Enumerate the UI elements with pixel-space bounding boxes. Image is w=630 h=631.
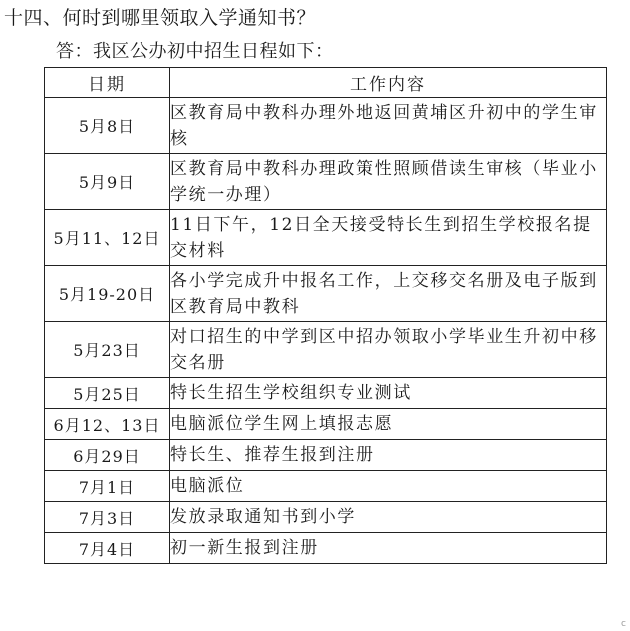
table-row xyxy=(45,210,607,266)
row-date: 5月11、12日 xyxy=(45,210,170,266)
header-content: 工作内容 xyxy=(170,68,607,98)
table-row xyxy=(45,98,607,154)
row-date: 7月1日 xyxy=(45,471,170,502)
row-content: 电脑派位学生网上填报志愿 xyxy=(170,409,607,440)
table-header-row xyxy=(45,68,607,98)
row-date: 6月12、13日 xyxy=(45,409,170,440)
row-content: 区教育局中教科办理外地返回黄埔区升初中的学生审核 xyxy=(170,98,607,154)
table-row xyxy=(45,154,607,210)
watermark-mark: c xyxy=(621,619,626,629)
header-date: 日期 xyxy=(45,68,170,98)
schedule-table xyxy=(44,67,607,564)
table-row xyxy=(45,471,607,502)
row-date: 5月19-20日 xyxy=(45,266,170,322)
table-row xyxy=(45,533,607,564)
row-date: 5月25日 xyxy=(45,378,170,409)
table-row xyxy=(45,440,607,471)
row-content: 11日下午，12日全天接受特长生到招生学校报名提交材料 xyxy=(170,210,607,266)
table-row xyxy=(45,322,607,378)
row-date: 5月9日 xyxy=(45,154,170,210)
row-content: 发放录取通知书到小学 xyxy=(170,502,607,533)
row-date: 7月3日 xyxy=(45,502,170,533)
row-content: 特长生招生学校组织专业测试 xyxy=(170,378,607,409)
table-row xyxy=(45,409,607,440)
row-content: 初一新生报到注册 xyxy=(170,533,607,564)
table-row xyxy=(45,378,607,409)
table-row xyxy=(45,502,607,533)
row-content: 电脑派位 xyxy=(170,471,607,502)
row-content: 对口招生的中学到区中招办领取小学毕业生升初中移交名册 xyxy=(170,322,607,378)
row-date: 5月8日 xyxy=(45,98,170,154)
row-content: 特长生、推荐生报到注册 xyxy=(170,440,607,471)
row-content: 各小学完成升中报名工作，上交移交名册及电子版到区教育局中教科 xyxy=(170,266,607,322)
row-content: 区教育局中教科办理政策性照顾借读生审核（毕业小学统一办理） xyxy=(170,154,607,210)
section-heading: 十四、何时到哪里领取入学通知书？ xyxy=(4,7,317,29)
row-date: 7月4日 xyxy=(45,533,170,564)
row-date: 5月23日 xyxy=(45,322,170,378)
row-date: 6月29日 xyxy=(45,440,170,471)
answer-intro: 答：我区公办初中招生日程如下： xyxy=(56,41,334,62)
table-row xyxy=(45,266,607,322)
